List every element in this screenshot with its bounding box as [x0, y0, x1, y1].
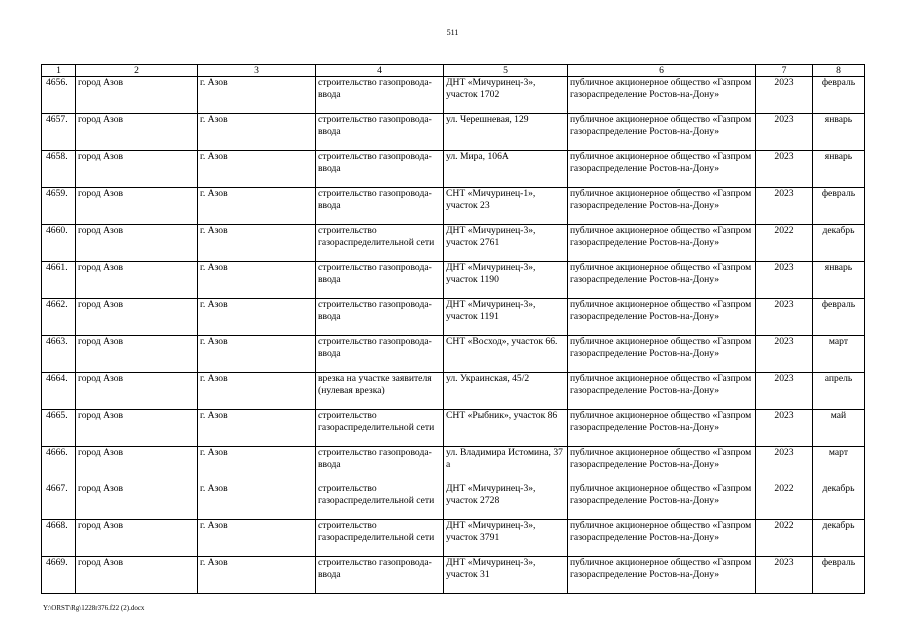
municipality-cell: город Азов — [76, 557, 198, 594]
organization-cell: публичное акционерное общество «Газпром газораспределение Ростов-на-Дону» — [568, 225, 756, 262]
table-row — [42, 299, 865, 336]
municipality-cell: город Азов — [76, 77, 198, 114]
month-cell: февраль — [813, 188, 865, 225]
work-type-cell: строительство газопровода-ввода — [316, 557, 444, 594]
month-cell: апрель — [813, 373, 865, 410]
work-type-cell: строительство газопровода-ввода — [316, 447, 444, 484]
month-cell: декабрь — [813, 225, 865, 262]
municipality-cell: город Азов — [76, 114, 198, 151]
header-row — [42, 65, 865, 77]
organization-cell: публичное акционерное общество «Газпром газораспределение Ростов-на-Дону» — [568, 188, 756, 225]
municipality-cell: город Азов — [76, 373, 198, 410]
organization-cell: публичное акционерное общество «Газпром газораспределение Ростов-на-Дону» — [568, 410, 756, 447]
year-cell: 2023 — [756, 262, 813, 299]
address-cell: ДНТ «Мичуринец-3», участок 1191 — [444, 299, 568, 336]
month-cell: февраль — [813, 557, 865, 594]
address-cell: ул. Владимира Истомина, 37 а — [444, 447, 568, 484]
row-number-cell: 4669. — [42, 557, 76, 594]
year-cell: 2023 — [756, 447, 813, 484]
table-row — [42, 336, 865, 373]
work-type-cell: строительство газопровода-ввода — [316, 77, 444, 114]
column-header: 1 — [42, 65, 76, 77]
work-type-cell: строительство газораспределительной сети — [316, 225, 444, 262]
column-header: 6 — [568, 65, 756, 77]
work-type-cell: строительство газопровода-ввода — [316, 188, 444, 225]
organization-cell: публичное акционерное общество «Газпром газораспределение Ростов-на-Дону» — [568, 151, 756, 188]
month-cell: февраль — [813, 77, 865, 114]
organization-cell: публичное акционерное общество «Газпром газораспределение Ростов-на-Дону» — [568, 299, 756, 336]
organization-cell: публичное акционерное общество «Газпром газораспределение Ростов-на-Дону» — [568, 336, 756, 373]
year-cell: 2022 — [756, 225, 813, 262]
municipality-cell: город Азов — [76, 151, 198, 188]
settlement-cell: г. Азов — [198, 225, 316, 262]
year-cell: 2022 — [756, 483, 813, 520]
year-cell: 2023 — [756, 373, 813, 410]
year-cell: 2023 — [756, 336, 813, 373]
settlement-cell: г. Азов — [198, 299, 316, 336]
row-number-cell: 4659. — [42, 188, 76, 225]
settlement-cell: г. Азов — [198, 557, 316, 594]
organization-cell: публичное акционерное общество «Газпром газораспределение Ростов-на-Дону» — [568, 262, 756, 299]
work-type-cell: строительство газораспределительной сети — [316, 483, 444, 520]
settlement-cell: г. Азов — [198, 447, 316, 484]
column-header: 7 — [756, 65, 813, 77]
row-number-cell: 4658. — [42, 151, 76, 188]
municipality-cell: город Азов — [76, 336, 198, 373]
work-type-cell: строительство газопровода-ввода — [316, 262, 444, 299]
address-cell: СНТ «Восход», участок 66. — [444, 336, 568, 373]
settlement-cell: г. Азов — [198, 77, 316, 114]
row-number-cell: 4664. — [42, 373, 76, 410]
municipality-cell: город Азов — [76, 225, 198, 262]
settlement-cell: г. Азов — [198, 410, 316, 447]
organization-cell: публичное акционерное общество «Газпром газораспределение Ростов-на-Дону» — [568, 520, 756, 557]
column-header: 4 — [316, 65, 444, 77]
work-type-cell: строительство газопровода-ввода — [316, 114, 444, 151]
address-cell: ДНТ «Мичуринец-3», участок 2761 — [444, 225, 568, 262]
address-cell: СНТ «Рыбник», участок 86 — [444, 410, 568, 447]
year-cell: 2023 — [756, 188, 813, 225]
address-cell: ДНТ «Мичуринец-3», участок 31 — [444, 557, 568, 594]
settlement-cell: г. Азов — [198, 520, 316, 557]
work-type-cell: строительство газопровода-ввода — [316, 299, 444, 336]
municipality-cell: город Азов — [76, 410, 198, 447]
settlement-cell: г. Азов — [198, 188, 316, 225]
settlement-cell: г. Азов — [198, 114, 316, 151]
column-header: 8 — [813, 65, 865, 77]
footer-file-path: Y:\ORST\Rg\1228r376.f22 (2).docx — [43, 604, 145, 612]
municipality-cell: город Азов — [76, 483, 198, 520]
table-row — [42, 447, 865, 484]
municipality-cell: город Азов — [76, 188, 198, 225]
year-cell: 2023 — [756, 299, 813, 336]
year-cell: 2022 — [756, 520, 813, 557]
work-type-cell: строительство газопровода-ввода — [316, 151, 444, 188]
settlement-cell: г. Азов — [198, 483, 316, 520]
organization-cell: публичное акционерное общество «Газпром газораспределение Ростов-на-Дону» — [568, 447, 756, 484]
year-cell: 2023 — [756, 151, 813, 188]
work-type-cell: строительство газораспределительной сети — [316, 520, 444, 557]
table-row — [42, 520, 865, 557]
month-cell: январь — [813, 151, 865, 188]
month-cell: декабрь — [813, 483, 865, 520]
municipality-cell: город Азов — [76, 520, 198, 557]
month-cell: декабрь — [813, 520, 865, 557]
settlement-cell: г. Азов — [198, 151, 316, 188]
address-cell: ул. Мира, 106А — [444, 151, 568, 188]
row-number-cell: 4666. — [42, 447, 76, 484]
work-type-cell: строительство газораспределительной сети — [316, 410, 444, 447]
row-number-cell: 4656. — [42, 77, 76, 114]
address-cell: ДНТ «Мичуринец-3», участок 3791 — [444, 520, 568, 557]
month-cell: март — [813, 336, 865, 373]
organization-cell: публичное акционерное общество «Газпром газораспределение Ростов-на-Дону» — [568, 114, 756, 151]
table-row — [42, 262, 865, 299]
row-number-cell: 4660. — [42, 225, 76, 262]
table-row — [42, 188, 865, 225]
registry-table — [41, 64, 865, 594]
table-row — [42, 410, 865, 447]
organization-cell: публичное акционерное общество «Газпром газораспределение Ростов-на-Дону» — [568, 373, 756, 410]
row-number-cell: 4668. — [42, 520, 76, 557]
organization-cell: публичное акционерное общество «Газпром газораспределение Ростов-на-Дону» — [568, 483, 756, 520]
year-cell: 2023 — [756, 114, 813, 151]
year-cell: 2023 — [756, 557, 813, 594]
municipality-cell: город Азов — [76, 262, 198, 299]
organization-cell: публичное акционерное общество «Газпром газораспределение Ростов-на-Дону» — [568, 557, 756, 594]
table-row — [42, 483, 865, 520]
column-header: 3 — [198, 65, 316, 77]
address-cell: ДНТ «Мичуринец-3», участок 2728 — [444, 483, 568, 520]
address-cell: ул. Черешневая, 129 — [444, 114, 568, 151]
row-number-cell: 4663. — [42, 336, 76, 373]
address-cell: ДНТ «Мичуринец-3», участок 1702 — [444, 77, 568, 114]
settlement-cell: г. Азов — [198, 262, 316, 299]
settlement-cell: г. Азов — [198, 373, 316, 410]
column-header: 5 — [444, 65, 568, 77]
address-cell: ул. Украинская, 45/2 — [444, 373, 568, 410]
settlement-cell: г. Азов — [198, 336, 316, 373]
year-cell: 2023 — [756, 77, 813, 114]
table-row — [42, 557, 865, 594]
row-number-cell: 4667. — [42, 483, 76, 520]
table-row — [42, 373, 865, 410]
month-cell: март — [813, 447, 865, 484]
work-type-cell: врезка на участке заявителя (нулевая врезка) — [316, 373, 444, 410]
row-number-cell: 4661. — [42, 262, 76, 299]
month-cell: январь — [813, 114, 865, 151]
page-number: 511 — [446, 28, 459, 37]
address-cell: СНТ «Мичуринец-1», участок 23 — [444, 188, 568, 225]
table-row — [42, 114, 865, 151]
table-row — [42, 151, 865, 188]
month-cell: январь — [813, 262, 865, 299]
row-number-cell: 4665. — [42, 410, 76, 447]
row-number-cell: 4662. — [42, 299, 76, 336]
organization-cell: публичное акционерное общество «Газпром газораспределение Ростов-на-Дону» — [568, 77, 756, 114]
municipality-cell: город Азов — [76, 447, 198, 484]
month-cell: февраль — [813, 299, 865, 336]
municipality-cell: город Азов — [76, 299, 198, 336]
row-number-cell: 4657. — [42, 114, 76, 151]
work-type-cell: строительство газопровода-ввода — [316, 336, 444, 373]
month-cell: май — [813, 410, 865, 447]
address-cell: ДНТ «Мичуринец-3», участок 1190 — [444, 262, 568, 299]
year-cell: 2023 — [756, 410, 813, 447]
column-header: 2 — [76, 65, 198, 77]
table-row — [42, 77, 865, 114]
table-row — [42, 225, 865, 262]
